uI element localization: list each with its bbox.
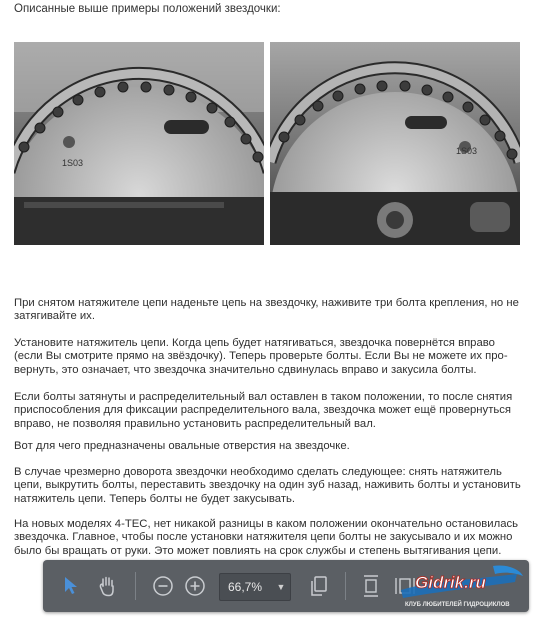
hand-tool-icon[interactable] — [93, 572, 121, 600]
line: На новых моделях 4-TEC, нет никакой разницы в каком положении окончательно остановилась — [14, 518, 519, 530]
chevron-down-icon: ▼ — [276, 582, 286, 592]
copy-icon[interactable] — [305, 572, 333, 600]
watermark-tagline: КЛУБ ЛЮБИТЕЛЕЙ ГИДРОЦИКЛОВ — [405, 602, 510, 608]
select-arrow-icon[interactable] — [57, 572, 85, 600]
gidrik-watermark-logo — [397, 562, 527, 612]
paragraph-1 — [14, 297, 534, 324]
zoom-value: 66,7% — [228, 580, 263, 594]
line: цепи, выкрутить болты, переставить звездочку на один зуб назад, наживить болты и установить — [14, 479, 521, 492]
line: натяжитель цепи. Теперь болты не будет закусывать. — [14, 492, 296, 505]
line: В случае чрезмерно доворота звездочки необходимо сделать следующее: снять натяжитель — [14, 466, 502, 478]
fit-page-icon[interactable] — [357, 572, 385, 600]
line: приспособления для фиксации распределительного вала, звездочка может ещё провернуться — [14, 404, 512, 417]
line: затягивайте их. — [14, 310, 95, 323]
line: При снятом натяжителе цепи наденьте цепь на звездочку, наживите три болта крепления, но не — [14, 297, 519, 309]
line: вернуть, это означает, что звездочка значительно сдвинулась вправо и закусила болты. — [14, 363, 477, 376]
line: звездочка. Главное, чтобы после установки натяжителя цепи болты не закусывало и их можно — [14, 531, 513, 544]
zoom-out-icon[interactable] — [149, 572, 177, 600]
line: Установите натяжитель цепи. Когда цепь будет натягиваться, звездочка повернётся вправо — [14, 337, 495, 349]
divider — [345, 572, 346, 600]
sprocket-photo-left — [14, 42, 264, 245]
paragraph-2 — [14, 337, 534, 377]
zoom-level-select[interactable] — [219, 573, 291, 601]
watermark-brand: Gidrik.ru — [415, 573, 486, 592]
line: Если болты затянуты и распределительный вал оставлен в таком положении, то после снятия — [14, 391, 513, 403]
line: (если Вы смотрите прямо на звёздочку). Теперь проверьте болты. Если Вы не можете их про- — [14, 350, 508, 363]
marking-right: 1S03 — [456, 146, 478, 156]
paragraph-3 — [14, 391, 534, 431]
caption: Описанные выше примеры положений звездочки: — [14, 3, 281, 15]
paragraph-4 — [14, 440, 534, 453]
paragraph-6 — [14, 518, 534, 558]
line: было бы вращать от руки. Это может повлиять на срок службы и степень вытягивания цепи. — [14, 544, 502, 557]
line: Вот для чего предназначены овальные отверстия на звездочке. — [14, 440, 350, 452]
sprocket-photo-right — [270, 42, 520, 245]
zoom-in-icon[interactable] — [181, 572, 209, 600]
paragraph-5 — [14, 466, 534, 506]
divider — [135, 572, 136, 600]
marking-left: 1S03 — [62, 158, 84, 168]
line: вправо, не позволяя правильно установить распределительный вал. — [14, 417, 376, 430]
